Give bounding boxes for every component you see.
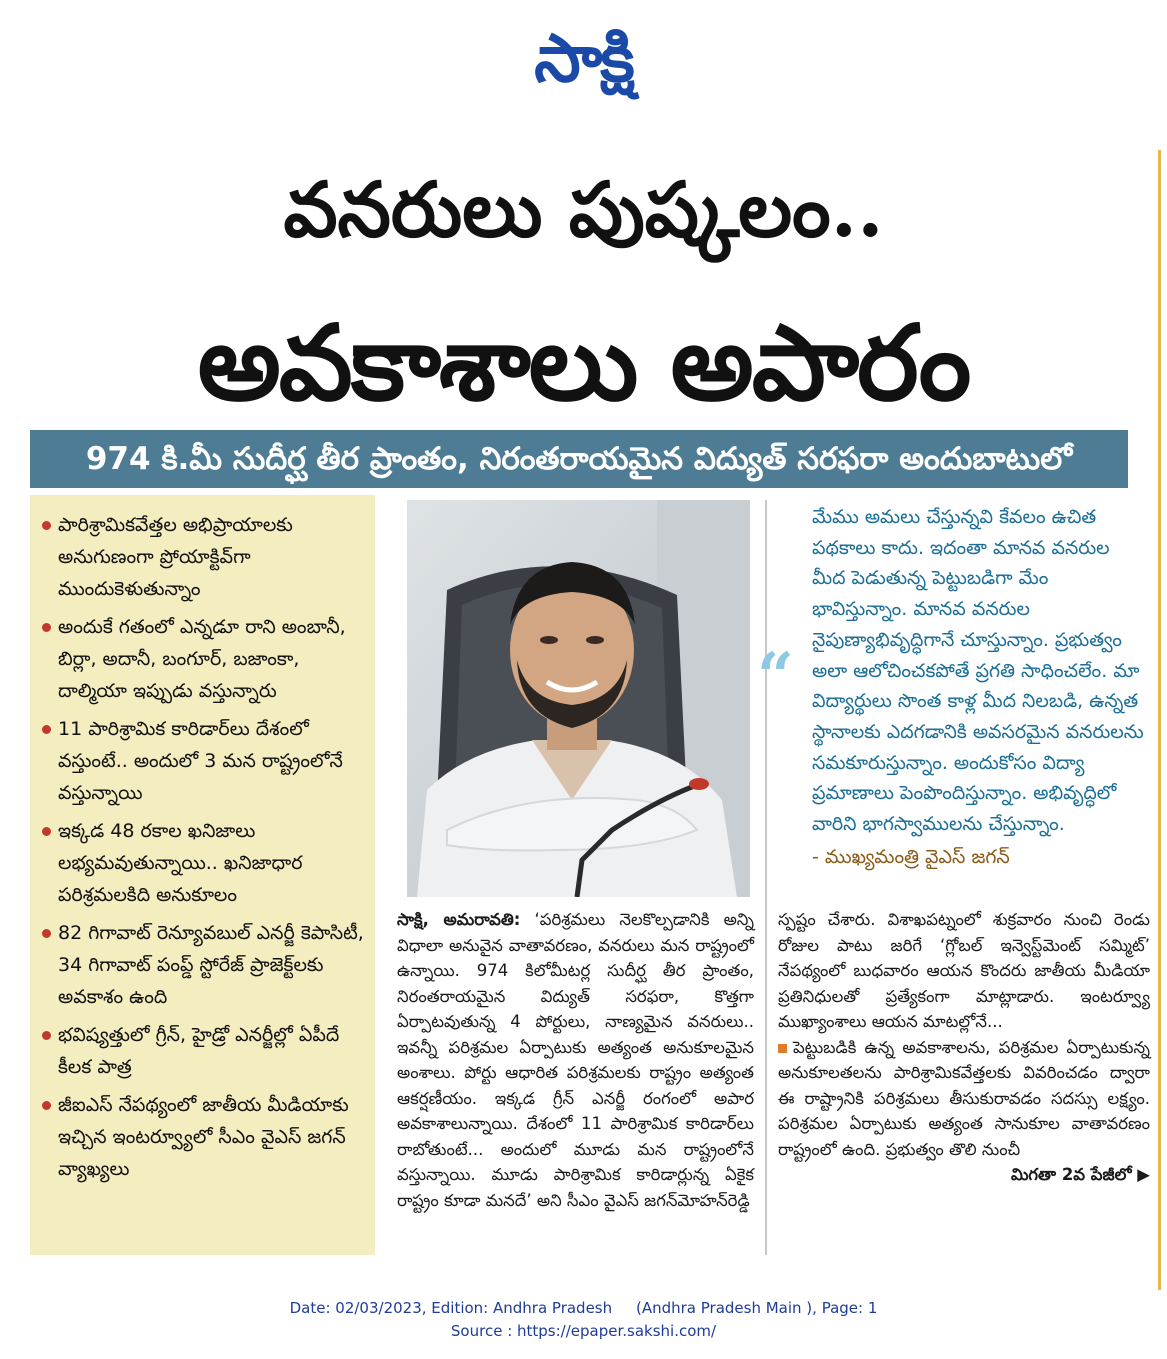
headline-line-2: అవకాశాలు అపారం	[197, 301, 970, 424]
highlight-item: పారిశ్రామికవేత్తల అభిప్రాయాలకు అనుగుణంగా ప్రోయాక్టివ్‌గా ముందుకెళుతున్నాం	[58, 509, 365, 605]
column-divider	[765, 500, 767, 1255]
article-body-3: పెట్టుబడికి ఉన్న అవకాశాలను, పరిశ్రమల ఏర్పాటుకున్న అనుకూలతలను పారిశ్రామికవేత్తలకు వివరించడం ద్వారా ఈ రాష్ట్రానికి పరిశ్రమలు తీసుకురావడం సదస్సు లక్ష్యం. పరిశ్రమల ఏర్పాటుకు అత్యంత సానుకూల వాతావరణం రాష్ట్రంలో ఉంది. ప్రభుత్వం తొలి నుంచీ	[778, 1037, 1150, 1159]
article-body-2: స్పష్టం చేశారు. విశాఖపట్నంలో శుక్రవారం నుంచి రెండు రోజుల పాటు జరిగే ‘గ్లోబల్ ఇన్వెస్ట్‌మెంట్ సమ్మిట్’ నేపథ్యంలో బుధవారం ఆయన కొందరు జాతీయ మీడియా ప్రతినిధులతో ప్రత్యేకంగా మాట్లాడారు. ఇంటర్వ్యూ ముఖ్యాంశాలు ఆయన మాటల్లోనే...	[778, 910, 1150, 1031]
quote-mark-icon: “	[757, 639, 794, 714]
highlight-item: 82 గిగావాట్ రెన్యూవబుల్ ఎనర్జీ కెపాసిటీ, 34 గిగావాట్ పంప్డ్ స్టోరేజ్ ప్రాజెక్ట్‌లకు అవకాశం ఉంది	[58, 917, 365, 1013]
portrait-illustration	[407, 500, 750, 897]
article-body-1: ‘పరిశ్రమలు నెలకొల్పడానికి అన్ని విధాలా అనువైన వాతావరణం, వనరులు మన రాష్ట్రంలో ఉన్నాయి. 974 కిలోమీటర్ల సుదీర్ఘ తీర ప్రాంతం, నిరంతరాయమైన విద్యుత్ సరఫరా, కొత్తగా ఏర్పాటవుతున్న 4 పోర్టులు, నాణ్యమైన వనరులు.. ఇవన్నీ పరిశ్రమల ఏర్పాటుకు అత్యంత అనుకూలమైన అంశాలు. పోర్టు ఆధారిత పరిశ్రమలకు రాష్ట్రం అత్యంత ఆకర్షణీయం. ఇక్కడ గ్రీన్ ఎనర్జీ రంగంలో అపార అవకాశాలున్నాయి. దేశంలో 11 పారిశ్రామిక కారిడార్‌లు రాబోతుంటే... అందులో మూడు మన రాష్ట్రంలోనే వస్తున్నాయి. మూడు పారిశ్రామిక కారిడార్లున్న ఏకైక రాష్ట్రం కూడా మనదే’ అని సీఎం వైఎస్ జగన్‌మోహన్‌రెడ్డి	[397, 910, 754, 1210]
masthead-logo: సాక్షి	[534, 20, 633, 97]
highlight-item: జీఐఎస్ నేపథ్యంలో జాతీయ మీడియాకు ఇచ్చిన ఇంటర్వ్యూలో సీఎం వైఎస్ జగన్ వ్యాఖ్యలు	[58, 1089, 365, 1185]
footer-edition-info: Date: 02/03/2023, Edition: Andhra Pradesh (Andhra Pradesh Main ), Page: 1	[289, 1299, 878, 1317]
highlight-item: భవిష్యత్తులో గ్రీన్, హైడ్రో ఎనర్జీల్లో ఏపీదే కీలక పాత్ర	[58, 1019, 365, 1083]
highlight-item: అందుకే గతంలో ఎన్నడూ రాని అంబానీ, బిర్లా, అదానీ, బంగూర్, బజాంకా, దాల్మియా ఇప్పుడు వస్తున్నారు	[58, 611, 365, 707]
highlights-box	[30, 495, 375, 1255]
article-dateline: సాక్షి, అమరావతి:	[397, 910, 521, 929]
pull-quote-text: మేము అమలు చేస్తున్నవి కేవలం ఉచిత పథకాలు కాదు. ఇదంతా మానవ వనరుల మీద పెడుతున్న పెట్టుబడిగా మేం భావిస్తున్నాం. మానవ వనరుల నైపుణ్యాభివృద్ధిగానే చూస్తున్నాం. ప్రభుత్వం అలా ఆలోచించకపోతే ప్రగతి సాధించలేం. మా విద్యార్థులు సొంత కాళ్ల మీద నిలబడి, ఉన్నత స్థానాలకు ఎదగడానికి అవసరమైన వనరులను సమకూరుస్తున్నాం. అందుకోసం విద్యా ప్రమాణాలు పెంపొందిస్తున్నాం. అభివృద్ధిలో వారిని భాగస్వాములను చేస్తున్నాం.	[812, 506, 1144, 836]
bullet-square-icon	[778, 1044, 787, 1053]
headline-line-1: వనరులు పుష్కలం..	[283, 165, 884, 254]
pull-quote	[812, 502, 1147, 872]
footer-source: Source : https://epaper.sakshi.com/	[450, 1322, 717, 1340]
highlight-item: 11 పారిశ్రామిక కారిడార్‌లు దేశంలో వస్తుంటే.. అందులో 3 మన రాష్ట్రంలోనే వస్తున్నాయి	[58, 713, 365, 809]
cm-portrait-photo	[407, 500, 750, 897]
highlights-list	[30, 495, 375, 1185]
article-column-1	[397, 907, 754, 1213]
footer	[0, 1297, 1167, 1343]
pull-quote-attribution: - ముఖ్యమంత్రి వైఎస్ జగన్	[812, 845, 1010, 868]
highlight-item: ఇక్కడ 48 రకాల ఖనిజాలు లభ్యమవుతున్నాయి.. ఖనిజాధార పరిశ్రమలకిది అనుకూలం	[58, 815, 365, 911]
subheadline-bar: 974 కి.మీ సుదీర్ఘ తీర ప్రాంతం, నిరంతరాయమైన విద్యుత్ సరఫరా అందుబాటులో	[30, 430, 1128, 488]
article-column-2	[778, 907, 1150, 1188]
continued-on-page-link: మిగతా 2వ పేజీలో ▶	[1010, 1165, 1150, 1184]
